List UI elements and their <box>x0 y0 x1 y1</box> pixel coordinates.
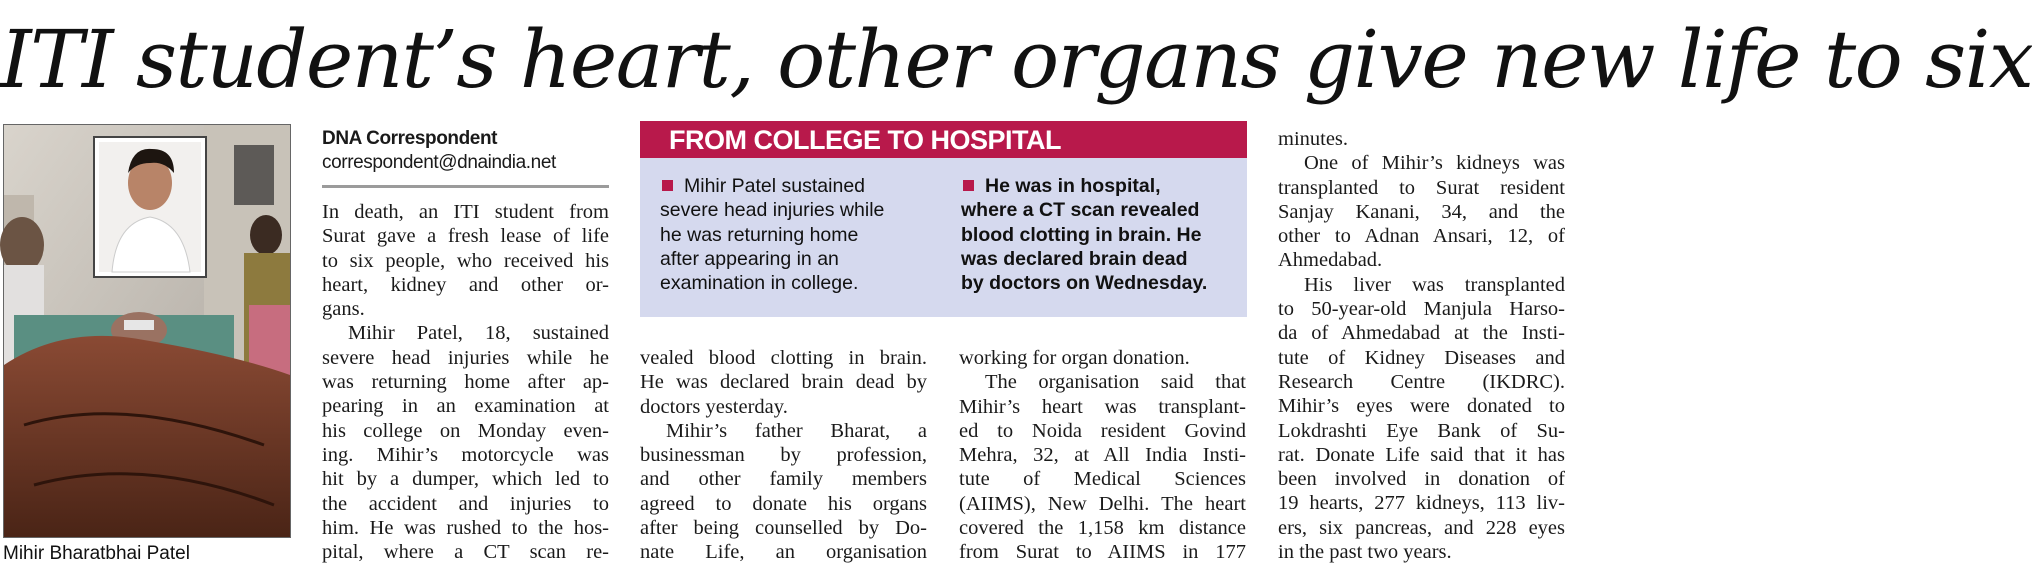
article-line: The organisation said that <box>985 371 1246 394</box>
bullet-line: after appearing in an <box>660 247 839 270</box>
article-line: transplanted to Surat resident <box>1278 176 1565 199</box>
article-line: after being counselled by Do- <box>640 517 927 540</box>
byline-name: DNA Correspondent <box>322 128 498 149</box>
headline: ITI student’s heart, other organs give new life to six <box>0 13 2032 106</box>
article-line: the accident and injuries to <box>322 492 609 515</box>
article-line: and other family members <box>640 468 927 491</box>
article-line: minutes. <box>1278 128 1349 150</box>
photo-caption: Mihir Bharatbhai Patel <box>3 543 190 564</box>
article-line: was returning home after ap- <box>322 371 609 394</box>
sidebar-box <box>640 121 1247 317</box>
article-line: covered the 1,158 km distance <box>959 517 1246 540</box>
byline-divider <box>322 185 609 188</box>
sidebar-bullet-1 <box>660 174 950 295</box>
article-line: Sanjay Kanani, 34, and the <box>1278 200 1565 223</box>
article-line: Mihir’s eyes were donated to <box>1278 395 1565 418</box>
article-line: Surat gave a fresh lease of life <box>322 225 609 248</box>
article-line: his college on Monday even- <box>322 419 609 442</box>
article-line: ed to Noida resident Govind <box>959 419 1246 442</box>
article-line: to 50-year-old Manjula Harso- <box>1278 298 1565 321</box>
byline-email: correspondent@dnaindia.net <box>322 152 556 173</box>
sidebar-bullet-2 <box>961 174 1236 295</box>
sidebar-box-header <box>640 121 1247 158</box>
bullet-line: examination in college. <box>660 272 859 295</box>
article-line: One of Mihir’s kidneys was <box>1304 152 1565 175</box>
article-column-3 <box>959 346 1246 565</box>
square-bullet-icon <box>963 180 974 191</box>
article-line: da of Ahmedabad at the Insti- <box>1278 322 1565 345</box>
article-line: ers, six pancreas, and 228 eyes <box>1278 516 1565 539</box>
article-line: His liver was transplanted <box>1304 273 1565 296</box>
article-line: pearing in an examination at <box>322 395 609 418</box>
article-line: from Surat to AIIMS in 177 <box>959 541 1246 564</box>
article-line: heart, kidney and other or- <box>322 273 609 296</box>
article-line: severe head injuries while he <box>322 346 609 369</box>
bullet-line: was declared brain dead <box>961 247 1188 270</box>
bullet-line: where a CT scan revealed <box>961 199 1200 222</box>
article-line: 19 hearts, 277 kidneys, 113 liv- <box>1278 492 1565 515</box>
article-line: been involved in donation of <box>1278 468 1565 491</box>
article-line: gans. <box>322 298 365 321</box>
article-line: Mihir’s father Bharat, a <box>666 419 927 442</box>
article-line: ing. Mihir’s motorcycle was <box>322 443 609 466</box>
article-line: pital, where a CT scan re- <box>322 541 609 564</box>
article-line: in the past two years. <box>1278 541 1452 564</box>
bullet-line: he was returning home <box>660 223 859 246</box>
article-line: rat. Donate Life said that it has <box>1278 443 1565 466</box>
article-line: hit by a dumper, which led to <box>322 468 609 491</box>
sidebar-box-title: FROM COLLEGE TO HOSPITAL <box>669 125 1061 155</box>
article-column-2 <box>640 346 927 565</box>
article-line: doctors yesterday. <box>640 395 788 418</box>
article-line: vealed blood clotting in brain. <box>640 347 927 369</box>
article-line: other to Adnan Ansari, 12, of <box>1278 225 1565 248</box>
article-line: He was declared brain dead by <box>640 371 927 394</box>
bullet-line: He was in hospital, <box>961 174 1236 198</box>
article-line: agreed to donate his organs <box>640 492 927 515</box>
article-line: (AIIMS), New Delhi. The heart <box>959 492 1246 515</box>
article-line: Mehra, 32, at All India Insti- <box>959 444 1246 467</box>
article-line: Research Centre (IKDRC). <box>1278 370 1565 393</box>
bullet-line: blood clotting in brain. He <box>961 223 1202 246</box>
article-column-1 <box>322 200 609 564</box>
article-line: him. He was rushed to the hos- <box>322 516 609 539</box>
article-line: Ahmedabad. <box>1278 249 1383 272</box>
article-line: working for organ donation. <box>959 347 1190 369</box>
article-line: nate Life, an organisation <box>640 541 927 564</box>
article-line: Lokdrashti Eye Bank of Su- <box>1278 419 1565 442</box>
article-column-4 <box>1278 127 1565 564</box>
article-line: tute of Kidney Diseases and <box>1278 346 1565 369</box>
news-photo <box>3 124 291 538</box>
square-bullet-icon <box>662 180 673 191</box>
article-line: tute of Medical Sciences <box>959 468 1246 491</box>
article-line: businessman by profession, <box>640 444 927 467</box>
article-line: Mihir’s heart was transplant- <box>959 395 1246 418</box>
article-line: Mihir Patel, 18, sustained <box>348 322 609 345</box>
bullet-line: Mihir Patel sustained <box>660 174 950 198</box>
bullet-line: by doctors on Wednesday. <box>961 272 1208 295</box>
bullet-line: severe head injuries while <box>660 199 885 222</box>
hospital-bed-photo-image <box>4 125 290 537</box>
article-line: In death, an ITI student from <box>322 201 609 223</box>
article-line: to six people, who received his <box>322 249 609 272</box>
